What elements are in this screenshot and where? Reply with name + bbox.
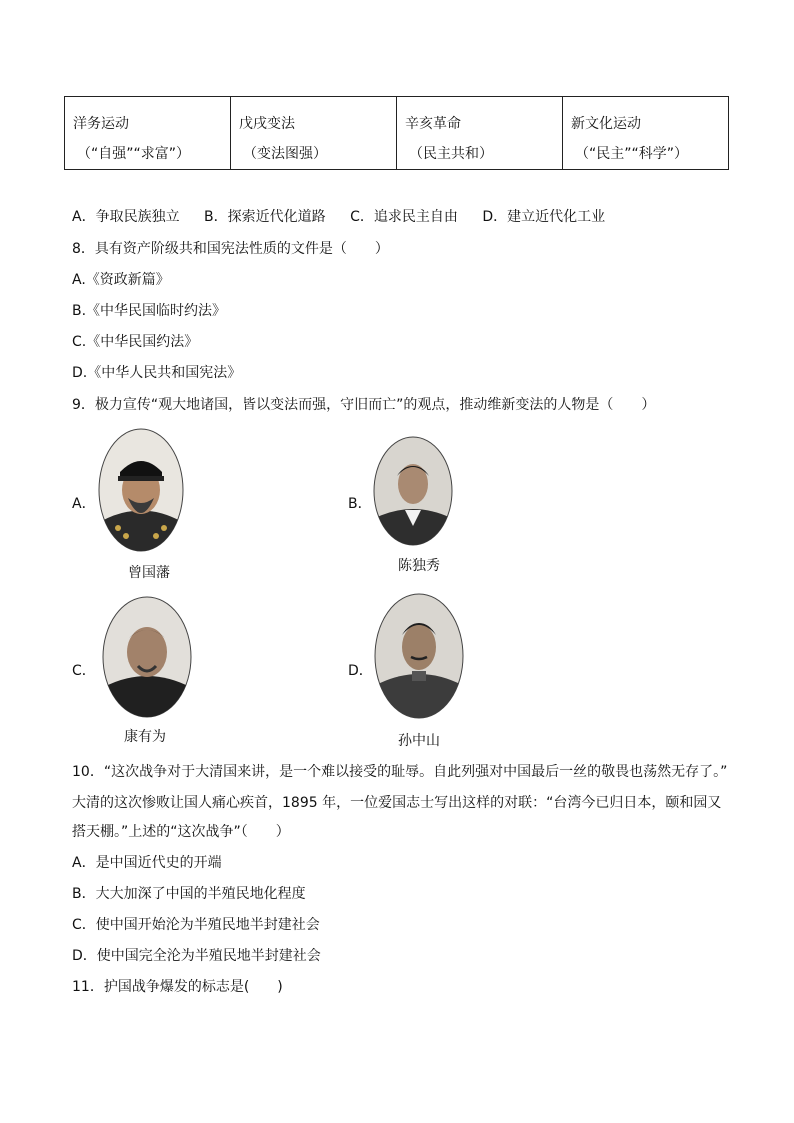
q10-option-c[interactable]: C．使中国开始沦为半殖民地半封建社会 [72, 917, 320, 933]
table-cell [563, 97, 729, 170]
q10-option-b[interactable]: B．大大加深了中国的半殖民地化程度 [72, 886, 306, 902]
q8-option-c[interactable]: C.《中华民国约法》 [72, 334, 199, 350]
q10-stem-line-2: 大清的这次惨败让国人痛心疾首，1895 年，一位爱国志士写出这样的对联：“台湾今已归日本，颐和园又 [72, 795, 722, 811]
movements-table [64, 96, 729, 170]
table-cell [65, 97, 231, 170]
q9-caption-a: 曾国藩 [128, 565, 170, 581]
movement-slogan: （变法图强） [243, 146, 327, 162]
movement-name: 洋务运动 [73, 116, 129, 132]
q7-option-c[interactable]: C．追求民主自由 [350, 209, 458, 225]
portrait-sun-yat-sen-image[interactable] [374, 593, 464, 719]
q10-stem-line-1: 10．“这次战争对于大清国来讲，是一个难以接受的耻辱。自此列强对中国最后一丝的敬畏也荡然无存了。” [72, 764, 728, 780]
q9-option-c-letter[interactable]: C． [72, 663, 96, 679]
q7-option-b[interactable]: B．探索近代化道路 [204, 209, 326, 225]
movement-name: 戊戌变法 [239, 116, 295, 132]
portrait-chen-duxiu-image[interactable] [373, 436, 453, 546]
q10-option-d[interactable]: D．使中国完全沦为半殖民地半封建社会 [72, 948, 321, 964]
q9-option-a-letter[interactable]: A． [72, 496, 96, 512]
q8-option-a[interactable]: A.《资政新篇》 [72, 272, 170, 288]
table-cell [231, 97, 397, 170]
q9-option-b-letter[interactable]: B． [348, 496, 372, 512]
movement-slogan: （民主共和） [409, 146, 493, 162]
movement-name: 辛亥革命 [405, 116, 461, 132]
movement-slogan: （“自强”“求富”） [77, 146, 191, 162]
q7-option-d[interactable]: D．建立近代化工业 [482, 209, 606, 225]
q9-stem: 9．极力宣传“观大地诸国，皆以变法而强，守旧而亡”的观点，推动维新变法的人物是（ ） [72, 397, 656, 413]
q11-stem: 11．护国战争爆发的标志是( ) [72, 979, 283, 995]
movement-slogan: （“民主”“科学”） [575, 146, 689, 162]
q7-option-a[interactable]: A．争取民族独立 [72, 209, 180, 225]
q8-option-b[interactable]: B.《中华民国临时约法》 [72, 303, 227, 319]
table-cell [397, 97, 563, 170]
movement-name: 新文化运动 [571, 116, 641, 132]
q7-options [72, 207, 625, 227]
q10-option-a[interactable]: A．是中国近代史的开端 [72, 855, 222, 871]
portrait-zeng-guofan-image[interactable] [98, 428, 184, 552]
q9-option-d-letter[interactable]: D． [348, 663, 373, 679]
q9-caption-d: 孙中山 [398, 733, 440, 749]
q9-caption-c: 康有为 [124, 729, 166, 745]
q9-caption-b: 陈独秀 [398, 558, 440, 574]
q8-option-d[interactable]: D.《中华人民共和国宪法》 [72, 365, 242, 381]
portrait-kang-youwei-image[interactable] [102, 596, 192, 718]
table-row [65, 97, 729, 170]
q10-stem-line-3: 搭天棚。”上述的“这次战争”（ ） [72, 824, 290, 840]
q8-stem: 8．具有资产阶级共和国宪法性质的文件是（ ） [72, 241, 389, 257]
